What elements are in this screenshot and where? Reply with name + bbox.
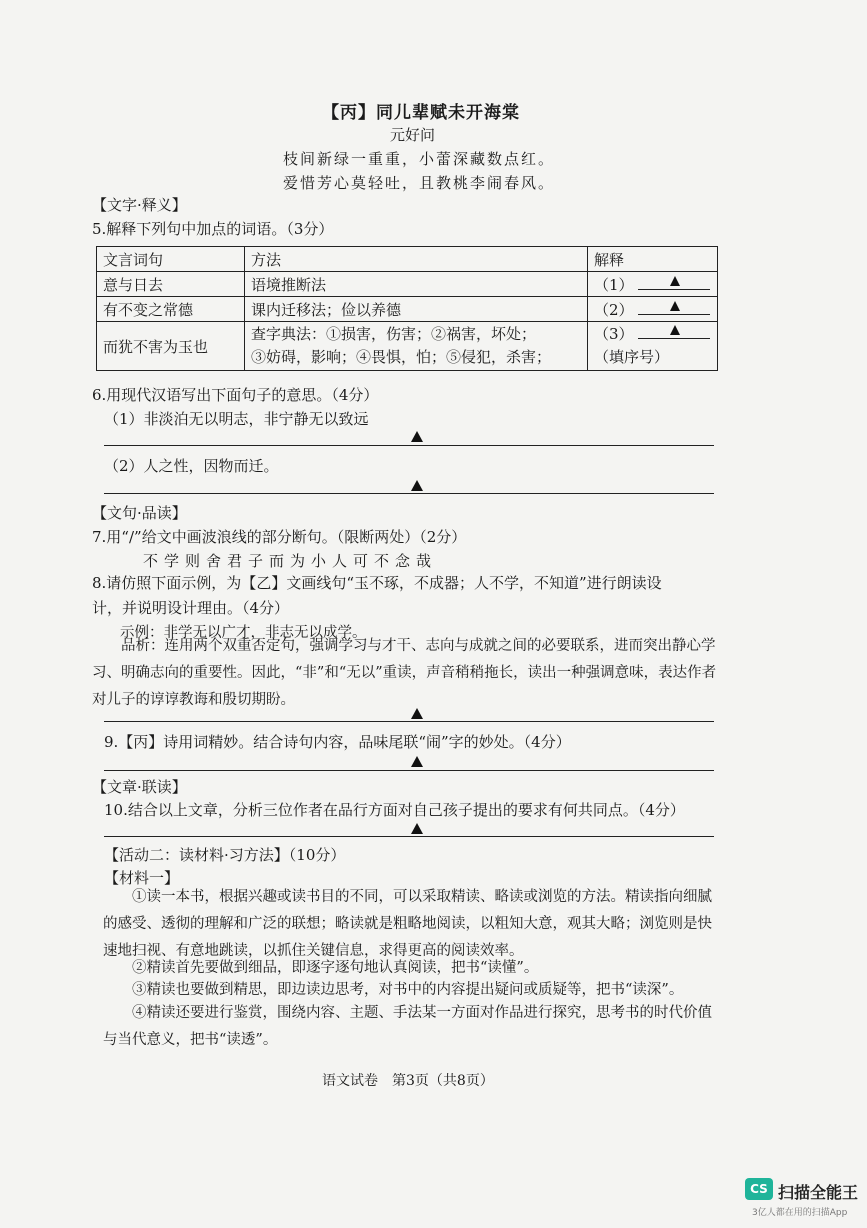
answer-label: （3） <box>594 325 634 343</box>
table-header-cell: 解释 <box>588 247 718 272</box>
section-wenzi-shiyi: 【文字·释义】 <box>92 196 187 214</box>
poem-line-1: 枝间新绿一重重，小蕾深藏数点红。 <box>283 150 556 168</box>
triangle-icon <box>411 708 423 719</box>
answer-cell-1 <box>588 272 718 297</box>
answer-cell-3 <box>588 322 718 371</box>
triangle-icon <box>670 301 680 311</box>
table-header-cell: 方法 <box>245 247 588 272</box>
q8-example: 示例：非学无以广才，非志无以成学。 <box>120 625 367 641</box>
material-paragraph-1: ①读一本书，根据兴趣或读书目的不同，可以采取精读、略读或浏览的方法。精读指向细腻的感受、透彻的理解和广泛的联想；略读就是粗略地阅读，以粗知大意，观其大略；浏览则是快速地扫视、有意地跳读，以抓住关键信息，求得更高的阅读效率。 <box>103 889 712 959</box>
question-7: 7.用“/”给文中画波浪线的部分断句。（限断两处）（2分） <box>92 528 467 546</box>
answer-note: （填序号） <box>594 348 670 366</box>
camscanner-logo-icon: CS <box>745 1178 773 1200</box>
table-header-cell: 文言词句 <box>97 247 245 272</box>
question-9: 9.【丙】诗用词精妙。结合诗句内容，品味尾联“闹”字的妙处。（4分） <box>104 733 571 751</box>
question-8-line-2: 计，并说明设计理由。（4分） <box>92 599 290 617</box>
table-cell: 有不变之常德 <box>97 297 245 322</box>
vocab-table <box>96 246 718 371</box>
table-row <box>97 297 718 322</box>
triangle-icon <box>670 276 680 286</box>
answer-blank[interactable] <box>638 300 710 315</box>
poem-line-2: 爱惜芳心莫轻吐，且教桃李闹春风。 <box>283 174 556 192</box>
answer-label: （1） <box>594 275 634 294</box>
section-wenzhang-liandu: 【文章·联读】 <box>92 778 187 796</box>
answer-line[interactable] <box>104 721 714 722</box>
section-huodong-2: 【活动二：读材料·习方法】（10分） <box>104 846 346 864</box>
section-wenju-pindu: 【文句·品读】 <box>92 504 187 522</box>
material-paragraph-3: ③精读也要做到精思，即边读边思考，对书中的内容提出疑问或质疑等，把书“读深”。 <box>132 982 684 998</box>
section-cailiao-1: 【材料一】 <box>104 869 180 887</box>
camscanner-name: 扫描全能王 <box>778 1183 859 1202</box>
answer-line[interactable] <box>104 770 714 771</box>
poem-title: 【丙】同儿辈赋未开海棠 <box>322 103 520 123</box>
question-6: 6.用现代汉语写出下面句子的意思。（4分） <box>92 386 379 404</box>
question-8-line-1: 8.请仿照下面示例，为【乙】文画线句“玉不琢，不成器；人不学，不知道”进行朗读设 <box>92 574 662 592</box>
triangle-icon <box>411 823 423 834</box>
q6-sentence-1: （1）非淡泊无以明志，非宁静无以致远 <box>104 410 369 428</box>
q6-sentence-2: （2）人之性，因物而迁。 <box>104 457 279 475</box>
table-cell: 而犹不害为玉也 <box>97 322 245 371</box>
answer-label: （2） <box>594 300 634 319</box>
table-cell: 意与日去 <box>97 272 245 297</box>
answer-line[interactable] <box>104 836 714 837</box>
table-cell: 课内迁移法；俭以养德 <box>245 297 588 322</box>
table-row <box>97 322 718 371</box>
q7-sentence: 不学则舍君子而为小人可不念哉 <box>143 552 438 570</box>
camscanner-tagline: 3亿人都在用的扫描App <box>752 1208 848 1218</box>
triangle-icon <box>670 325 680 335</box>
triangle-icon <box>411 431 423 442</box>
answer-blank[interactable] <box>638 275 710 290</box>
page-footer: 语文试卷 第3页（共8页） <box>322 1073 494 1089</box>
question-5: 5.解释下列句中加点的词语。（3分） <box>92 220 334 238</box>
triangle-icon <box>411 756 423 767</box>
table-header-row <box>97 247 718 272</box>
table-cell: 语境推断法 <box>245 272 588 297</box>
material-paragraph-2: ②精读首先要做到细品，即逐字逐句地认真阅读，把书“读懂”。 <box>132 960 539 976</box>
answer-cell-2 <box>588 297 718 322</box>
table-cell <box>245 322 588 371</box>
triangle-icon <box>411 480 423 491</box>
poem-author: 元好问 <box>390 126 436 144</box>
answer-blank[interactable] <box>638 324 710 339</box>
material-paragraph-4: ④精读还要进行鉴赏，围绕内容、主题、手法某一方面对作品进行探究，思考书的时代价值与当代意义，把书“读透”。 <box>103 1005 712 1048</box>
question-10: 10.结合以上文章，分析三位作者在品行方面对自己孩子提出的要求有何共同点。（4分） <box>104 801 685 819</box>
method-line-1: 查字典法：①损害，伤害；②祸害，坏处； <box>251 325 537 343</box>
table-row <box>97 272 718 297</box>
answer-line[interactable] <box>104 445 714 446</box>
method-line-2: ③妨碍，影响；④畏惧，怕；⑤侵犯，杀害； <box>251 348 552 366</box>
answer-line[interactable] <box>104 493 714 494</box>
q8-analysis: 品析：连用两个双重否定句，强调学习与才干、志向与成就之间的必要联系，进而突出静心学习、明确志向的重要性。因此，“非”和“无以”重读，声音稍稍拖长，读出一种强调意味，表达作者对儿子的谆谆教诲和殷切期盼。 <box>92 638 717 708</box>
